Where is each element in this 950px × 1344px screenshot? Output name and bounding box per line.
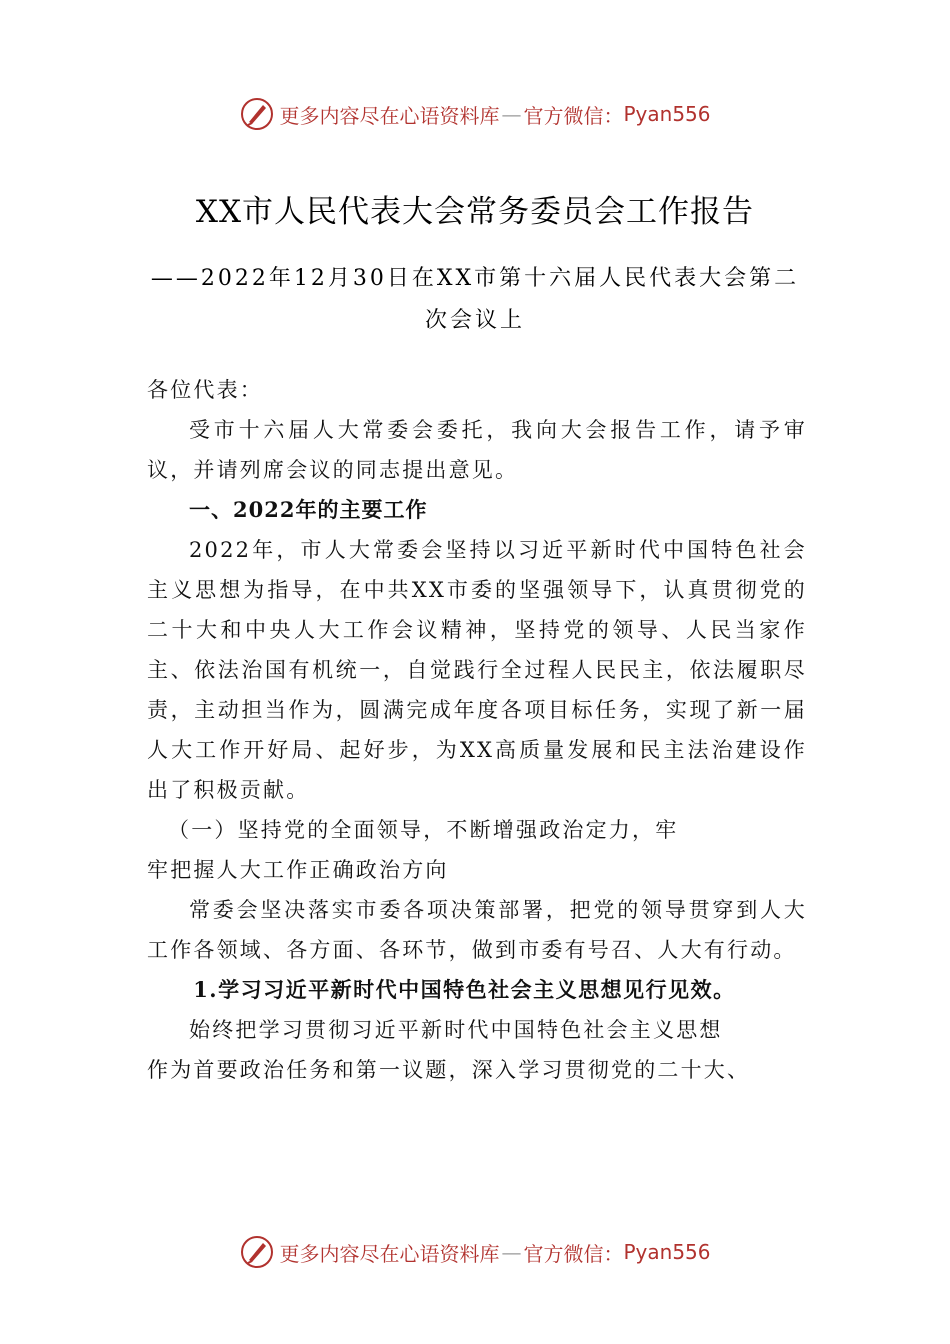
quill-logo-icon — [239, 96, 275, 132]
watermark-contact-label: 官方微信： — [523, 103, 624, 128]
subsection-heading-1 — [147, 810, 807, 890]
quill-logo-icon — [239, 1234, 275, 1270]
watermark-separator: — — [501, 1240, 522, 1264]
paragraph-party-leadership: 常委会坚决落实市委各项决策部署，把党的领导贯穿到人大工作各领域、各方面、各环节，做到市委有号召、人大有行动。 — [147, 898, 807, 962]
paragraph-summary: 2022年，市人大常委会坚持以习近平新时代中国特色社会主义思想为指导，在中共XX市委的坚强领导下，认真贯彻党的二十大和中央人大工作会议精神，坚持党的领导、人民当家作主、依法治国有机统一，自觉践行全过程人民民主，依法履职尽责，主动担当作为，圆满完成年度各项目标任务，实现了新一届人大工作开好局、起好步，为XX高质量发展和民主法治建设作出了积极贡献。 — [147, 538, 807, 802]
salutation: 各位代表： — [147, 378, 263, 402]
subsection-heading-1-line1: （一）坚持党的全面领导，不断增强政治定力，牢 — [168, 818, 679, 842]
watermark-banner-top — [0, 92, 950, 136]
document-subtitle: ——2022年12月30日在XX市第十六届人民代表大会第二次会议上 — [150, 266, 800, 333]
document-body — [147, 370, 807, 1090]
watermark-text: 更多内容尽在心语资料库 — [279, 1241, 500, 1266]
section-heading-1: 一、2022年的主要工作 — [189, 497, 428, 522]
subsection-heading-1-line2: 牢把握人大工作正确政治方向 — [147, 858, 449, 882]
watermark-banner-bottom — [0, 1230, 950, 1274]
paragraph-study-line2: 作为首要政治任务和第一议题，深入学习贯彻党的二十大、 — [147, 1058, 751, 1082]
watermark-separator: — — [501, 102, 522, 126]
paragraph-study-line1: 始终把学习贯彻习近平新时代中国特色社会主义思想 — [189, 1018, 723, 1042]
paragraph-intro: 受市十六届人大常委会委托，我向大会报告工作，请予审议，并请列席会议的同志提出意见。 — [147, 418, 807, 482]
watermark-contact-label: 官方微信： — [523, 1241, 624, 1266]
item-heading-1: 1.学习习近平新时代中国特色社会主义思想见行见效。 — [193, 977, 736, 1002]
document-title: XX市人民代表大会常务委员会工作报告 — [195, 194, 755, 230]
watermark-contact-handle: Pyan556 — [623, 1240, 711, 1264]
watermark-text: 更多内容尽在心语资料库 — [279, 103, 500, 128]
watermark-contact-handle: Pyan556 — [623, 102, 711, 126]
